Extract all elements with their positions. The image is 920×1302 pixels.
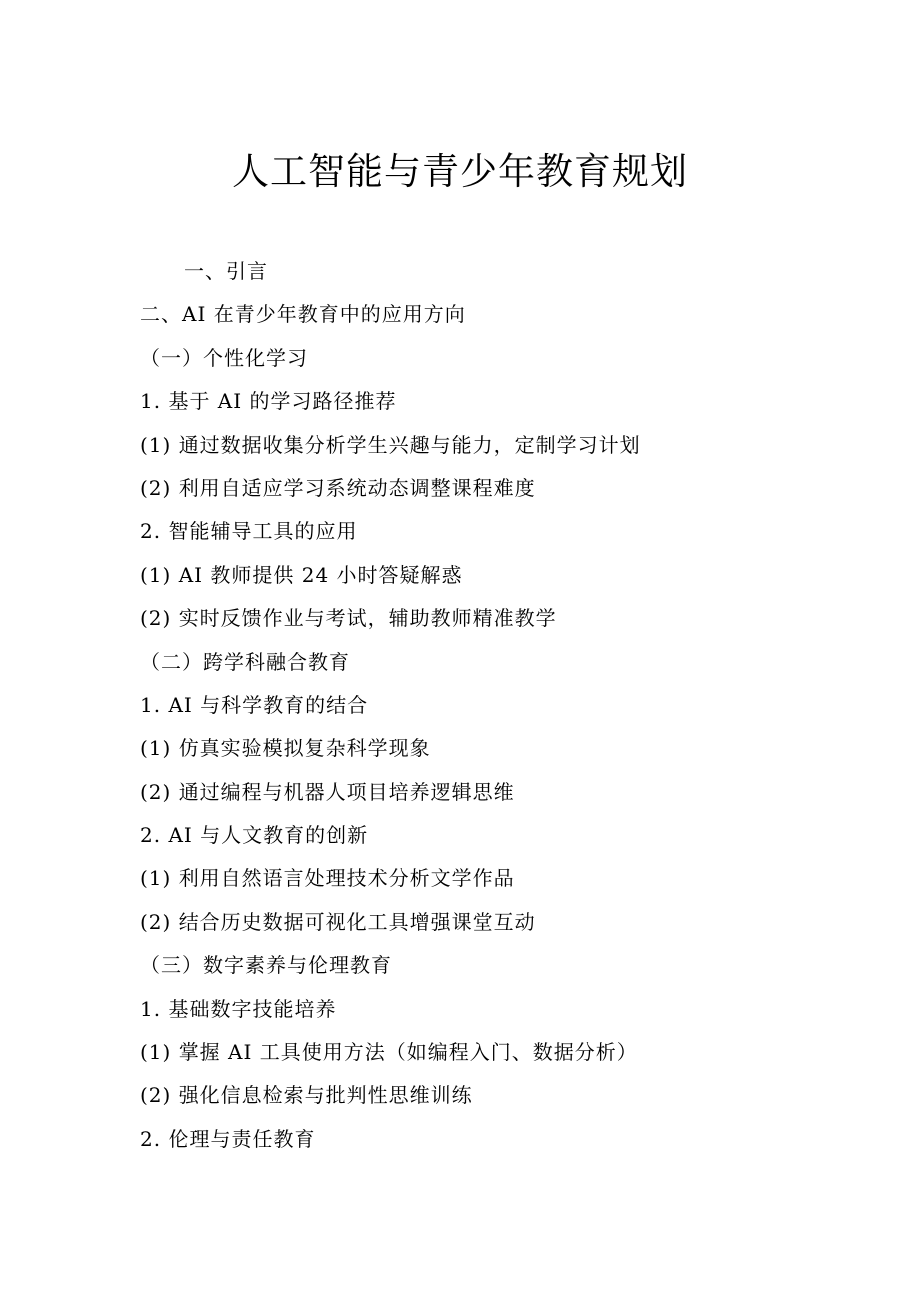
outline-subitem: (2) 通过编程与机器人项目培养逻辑思维 — [140, 779, 515, 804]
section-heading: 一、引言 — [184, 259, 268, 283]
outline-subitem: (1) 利用自然语言处理技术分析文学作品 — [140, 866, 515, 891]
outline-subitem: (2) 结合历史数据可视化工具增强课堂互动 — [140, 909, 536, 934]
outline-list — [140, 250, 840, 1161]
subsection-heading: （三）数字素养与伦理教育 — [140, 953, 392, 978]
outline-subitem: (2) 强化信息检索与批判性思维训练 — [140, 1083, 473, 1108]
section-heading: 二、AI 在青少年教育中的应用方向 — [140, 302, 466, 327]
outline-subitem: (2) 利用自适应学习系统动态调整课程难度 — [140, 475, 536, 500]
outline-subitem: (1) 仿真实验模拟复杂科学现象 — [140, 736, 431, 761]
outline-subitem: (1) AI 教师提供 24 小时答疑解惑 — [140, 562, 463, 587]
subsection-heading: （二）跨学科融合教育 — [140, 649, 350, 674]
outline-item: 2. 伦理与责任教育 — [140, 1126, 316, 1151]
document-title: 人工智能与青少年教育规划 — [232, 150, 688, 193]
outline-item: 1. 基于 AI 的学习路径推荐 — [140, 389, 397, 414]
outline-item: 1. 基础数字技能培养 — [140, 996, 337, 1021]
outline-item: 2. 智能辅导工具的应用 — [140, 519, 358, 544]
subsection-heading: （一）个性化学习 — [140, 345, 308, 370]
outline-subitem: (1) 通过数据收集分析学生兴趣与能力，定制学习计划 — [140, 432, 641, 457]
outline-subitem: (1) 掌握 AI 工具使用方法（如编程入门、数据分析） — [140, 1040, 638, 1065]
outline-item: 1. AI 与科学教育的结合 — [140, 692, 369, 717]
outline-subitem: (2) 实时反馈作业与考试，辅助教师精准教学 — [140, 606, 557, 631]
outline-item: 2. AI 与人文教育的创新 — [140, 823, 369, 848]
